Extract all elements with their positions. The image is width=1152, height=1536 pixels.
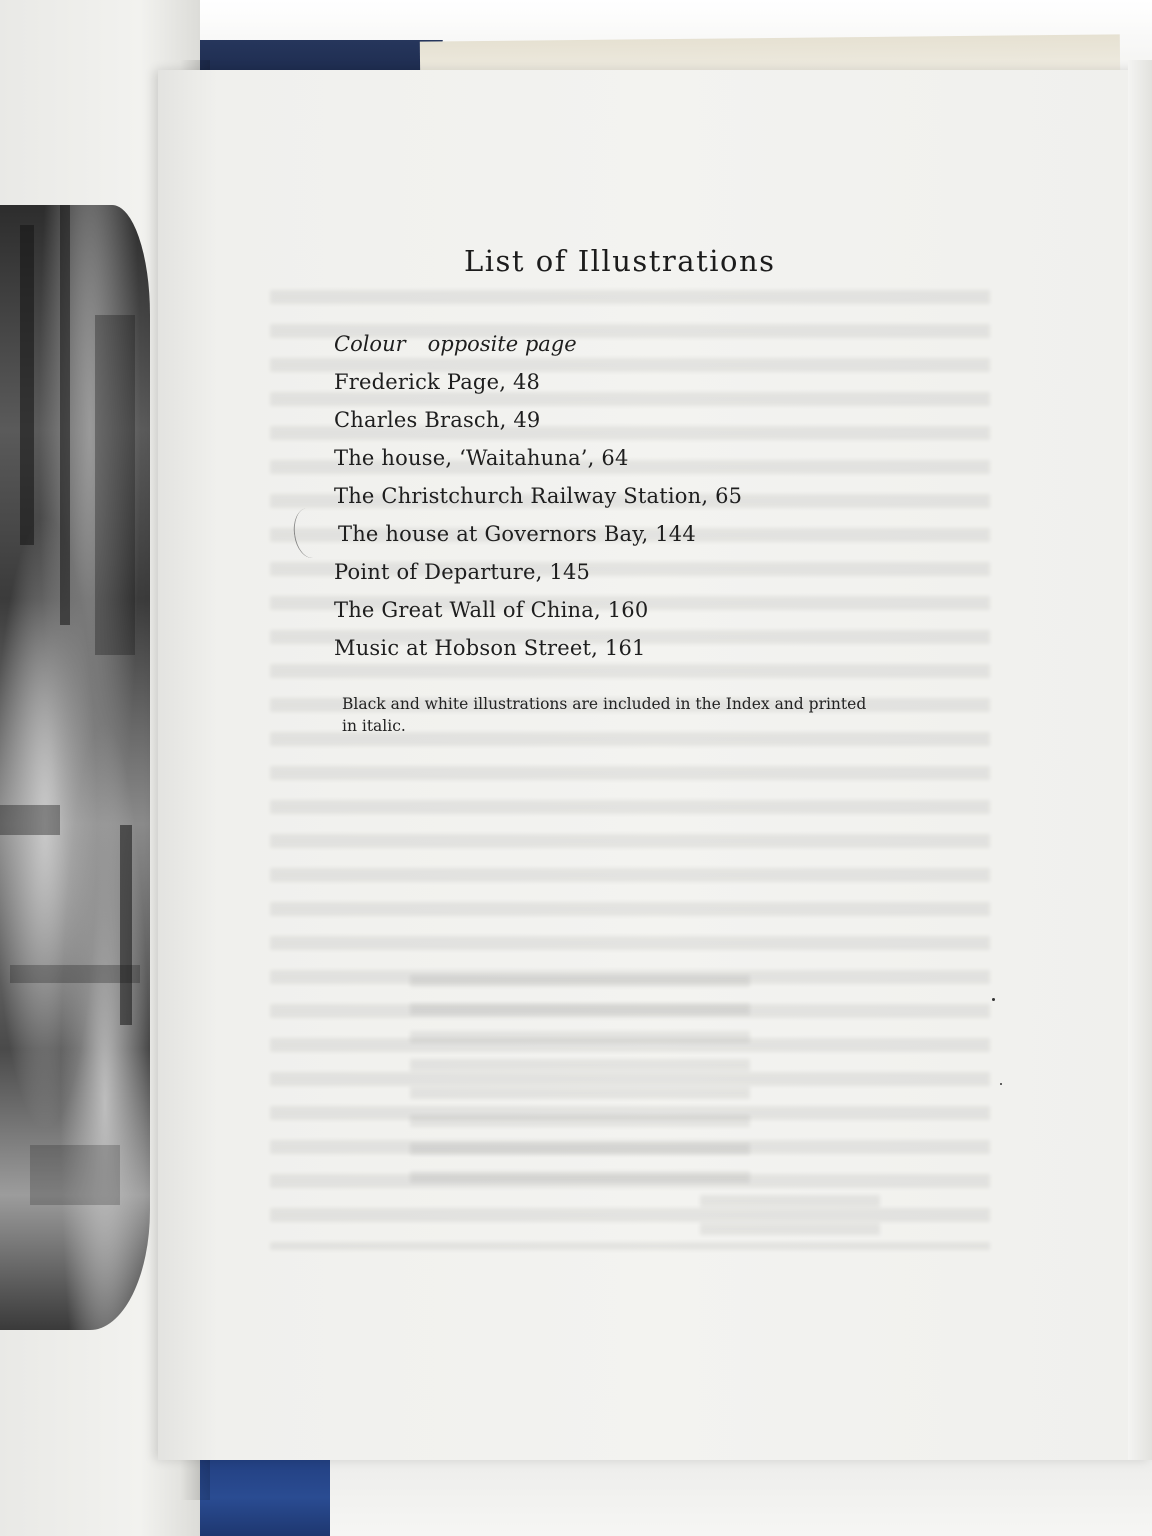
paper-speck xyxy=(992,998,995,1001)
column-header xyxy=(334,325,974,363)
illustrations-list xyxy=(334,325,974,667)
note-line: Black and white illustrations are included in the Index and printed xyxy=(342,695,867,713)
paper-speck xyxy=(1000,1083,1002,1085)
show-through-signature xyxy=(700,1195,880,1245)
painting-plate xyxy=(0,205,150,1330)
list-item: The house at Governors Bay, 144 xyxy=(338,522,696,546)
note-paragraph xyxy=(342,693,942,737)
note-line: in italic. xyxy=(342,717,406,735)
list-item: Charles Brasch, 49 xyxy=(334,408,541,432)
list-item: Point of Departure, 145 xyxy=(334,560,591,584)
page-title: List of Illustrations xyxy=(464,244,776,278)
list-item: The house, ‘Waitahuna’, 64 xyxy=(334,446,629,470)
list-item: The Great Wall of China, 160 xyxy=(334,598,649,622)
list-item: Frederick Page, 48 xyxy=(334,370,541,394)
page-edges-right xyxy=(1128,60,1152,1460)
list-item: The Christchurch Railway Station, 65 xyxy=(334,484,743,508)
show-through-verse xyxy=(410,975,750,1195)
column-header-opposite-page: opposite page xyxy=(427,332,577,356)
column-header-colour: Colour xyxy=(334,332,406,356)
list-item: Music at Hobson Street, 161 xyxy=(334,636,646,660)
